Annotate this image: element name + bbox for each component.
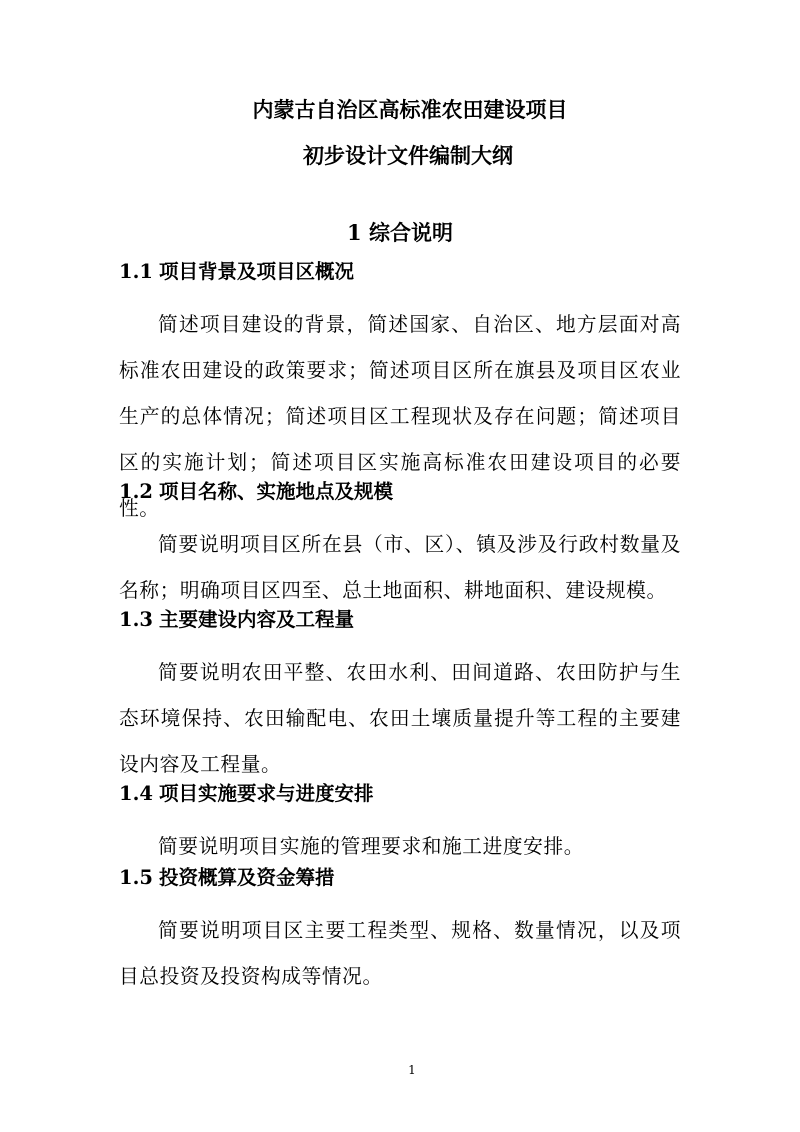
section-heading: [0, 258, 800, 286]
section-1-3: [0, 606, 800, 788]
document-title-line2: 初步设计文件编制大纲: [303, 144, 513, 168]
document-title-line1: 内蒙古自治区高标准农田建设项目: [252, 98, 568, 122]
page-number: 1: [408, 1063, 416, 1077]
section-heading: [0, 606, 800, 634]
section-title: 投资概算及资金筹措: [158, 866, 335, 889]
section-1-2: [0, 478, 800, 614]
section-number: 1.3: [119, 608, 153, 631]
section-1-4: [0, 780, 800, 870]
section-body: 简要说明农田平整、农田水利、田间道路、农田防护与生态环境保持、农田输配电、农田土壤质量提升等工程的主要建设内容及工程量。: [119, 661, 681, 776]
section-heading: [0, 780, 800, 808]
section-heading: [0, 864, 800, 892]
chapter-number: 1: [347, 220, 362, 245]
section-body: 简要说明项目实施的管理要求和施工进度安排。: [158, 835, 585, 858]
section-title: 项目名称、实施地点及规模: [158, 480, 393, 503]
section-title: 项目实施要求与进度安排: [158, 782, 374, 805]
section-body: 简要说明项目区主要工程类型、规格、数量情况，以及项目总投资及投资构成等情况。: [119, 919, 681, 988]
section-number: 1.5: [119, 866, 153, 889]
section-number: 1.2: [119, 480, 153, 503]
section-number: 1.4: [119, 782, 153, 805]
section-number: 1.1: [119, 260, 153, 283]
chapter-heading: [0, 218, 800, 248]
section-body: 简述项目建设的背景，简述国家、自治区、地方层面对高标准农田建设的政策要求；简述项目区所在旗县及项目区农业生产的总体情况；简述项目区工程现状及存在问题；简述项目区的实施计划；简述项目区实施高标准农田建设项目的必要性。: [119, 313, 681, 520]
section-body: 简要说明项目区所在县（市、区）、镇及涉及行政村数量及名称；明确项目区四至、总土地面积、耕地面积、建设规模。: [119, 533, 681, 602]
chapter-title: 综合说明: [368, 221, 453, 245]
section-heading: [0, 478, 800, 506]
section-title: 主要建设内容及工程量: [158, 608, 354, 631]
section-title: 项目背景及项目区概况: [158, 260, 354, 283]
section-1-5: [0, 864, 800, 1000]
